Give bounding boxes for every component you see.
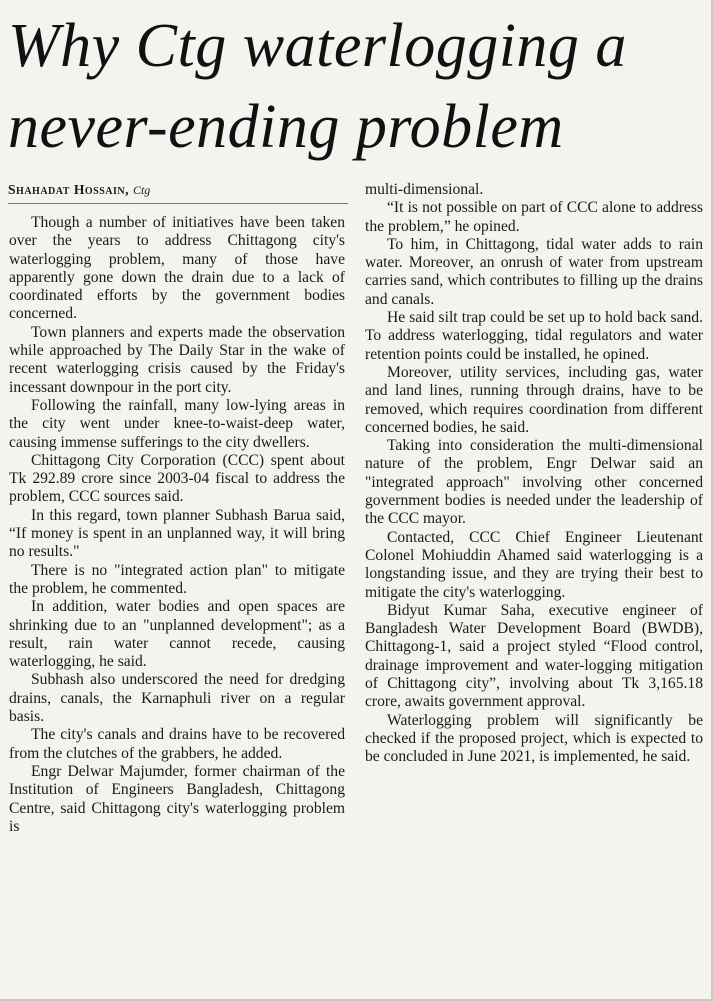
headline: Why Ctg waterlogging a never-ending problem [8, 12, 627, 161]
paragraph: Following the rainfall, many low-lying areas in the city went under knee-to-waist-deep water, causing immense sufferings to the city dwellers. [9, 396, 345, 451]
paragraph: Contacted, CCC Chief Engineer Lieutenant Colonel Mohiuddin Ahamed said waterlogging is a longstanding issue, and they are trying their best to mitigate the city's waterlogging. [365, 528, 703, 601]
paragraph: There is no "integrated action plan" to mitigate the problem, he commented. [9, 561, 345, 597]
paragraph: He said silt trap could be set up to hold back sand. To address waterlogging, tidal regulators and water retention points could be installed, he opined. [365, 309, 703, 363]
paragraph: Town planners and experts made the observation while approached by The Daily Star in the wake of recent waterlogging crisis caused by the Friday's incessant downpour in the port city. [9, 323, 345, 396]
paragraph: Though a number of initiatives have been taken over the years to address Chittagong city's waterlogging problem, many of those have apparently gone down the drain due to a lack of coordinated efforts by the government bodies concerned. [9, 214, 345, 323]
paragraph: “It is not possible on part of CCC alone to address the problem,” he opined. [365, 199, 703, 235]
paragraph: Moreover, utility services, including gas, water and land lines, running through drains, have to be removed, which requires coordination from different concerned bodies, he said. [365, 363, 703, 436]
paragraph: Chittagong City Corporation (CCC) spent about Tk 292.89 crore since 2003-04 fiscal to address the problem, CCC sources said. [9, 451, 345, 506]
byline [8, 182, 348, 204]
paragraph: In this regard, town planner Subhash Barua said, “If money is spent in an unplanned way, it will bring no results." [9, 506, 345, 561]
byline-location: Ctg [132, 183, 151, 197]
paragraph: Bidyut Kumar Saha, executive engineer of Bangladesh Water Development Board (BWDB), Chittagong-1, said a project styled “Flood control, drainage improvement and water-logging mitigation of Chittagong city”, involving about Tk 3,165.18 crore, awaits government approval. [365, 601, 703, 711]
paragraph: The city's canals and drains have to be recovered from the clutches of the grabbers, he added. [9, 726, 345, 762]
byline-author: Shahadat Hossain, [8, 182, 130, 197]
paragraph: In addition, water bodies and open spaces are shrinking due to an "unplanned development"; as a result, rain water cannot recede, causing waterlogging, he said. [9, 598, 345, 671]
article-column-2 [365, 181, 703, 767]
paragraph: To him, in Chittagong, tidal water adds to rain water. Moreover, an onrush of water from upstream carries sand, which contributes to filling up the drains and canals. [365, 235, 703, 308]
paragraph-continued: multi-dimensional. [365, 181, 484, 198]
article-column-1 [9, 214, 345, 836]
paragraph: Engr Delwar Majumder, former chairman of the Institution of Engineers Bangladesh, Chittagong Centre, said Chittagong city's waterlogging problem is [9, 762, 345, 835]
paragraph: Waterlogging problem will significantly be checked if the proposed project, which is expected to be concluded in June 2021, is implemented, he said. [365, 711, 703, 766]
paragraph: Taking into consideration the multi-dimensional nature of the problem, Engr Delwar said an "integrated approach" involving other concerned government bodies is needed under the leadership of the CCC mayor. [365, 437, 703, 528]
paragraph: Subhash also underscored the need for dredging drains, canals, the Karnaphuli river on a regular basis. [9, 671, 345, 726]
